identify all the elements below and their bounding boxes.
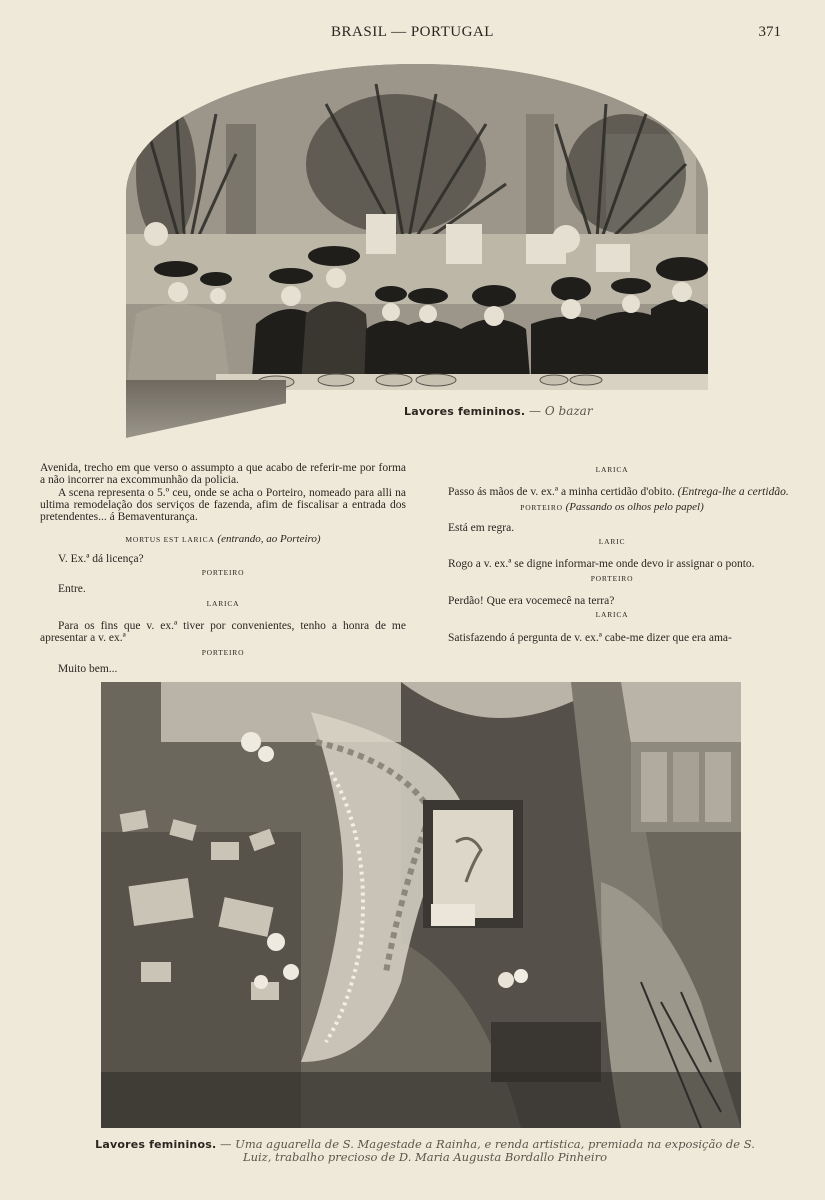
- dialogue-line: [430, 486, 794, 498]
- dialogue-line: Para os fins que v. ex.ª tiver por convenientes, tenho a honra de me apresentar a v. ex.ª: [40, 619, 406, 645]
- stage-direction: (Passando os olhos pelo papel): [565, 500, 704, 513]
- speaker-with-direction: [430, 501, 794, 514]
- dialogue-line: Satisfazendo á pergunta de v. ex.ª cabe-me dizer que era ama-: [448, 631, 732, 644]
- paragraph: A scena representa o 5.º ceu, onde se acha o Porteiro, nomeado para alli na ultima remodelação dos serviços de fazenda, afim de fiscalisar a entrada dos pretendentes... á Bemaventurança.: [40, 486, 406, 524]
- speaker-name: PORTEIRO: [201, 568, 245, 578]
- dialogue-text: Passo ás mãos de v. ex.ª a minha certidão d'obito.: [448, 486, 675, 499]
- photo-corner-shadow: [126, 380, 286, 438]
- figure2-caption-title: Lavores femininos.: [95, 1138, 217, 1151]
- scene-title-caps: MORTUS EST LARICA: [125, 535, 215, 545]
- dialogue-line: Perdão! Que era vocemecê na terra?: [448, 595, 615, 608]
- figure1-caption-title: Lavores femininos.: [404, 405, 526, 418]
- running-title: BRASIL — PORTUGAL: [331, 24, 494, 40]
- speaker-name: PORTEIRO: [590, 573, 634, 583]
- figure1-caption: [404, 404, 593, 418]
- dialogue-line: Rogo a v. ex.ª se digne informar-me onde devo ir assignar o ponto.: [448, 558, 755, 571]
- lace-and-watercolour-photograph: [101, 682, 741, 1128]
- dialogue-line: Está em regra.: [448, 521, 515, 534]
- scene-title: [40, 533, 406, 546]
- speaker-name: PORTEIRO: [520, 502, 563, 512]
- stage-direction: (Entrega-lhe a certidão.: [677, 486, 789, 499]
- bazar-group-photograph: [126, 64, 708, 390]
- speaker-name: LARIC: [598, 537, 626, 547]
- dialogue-line: V. Ex.ª dá licença?: [58, 552, 144, 565]
- right-text-column: [430, 462, 794, 644]
- left-text-column: [40, 462, 406, 675]
- speaker-name: LARICA: [595, 465, 629, 474]
- dialogue-line: Entre.: [58, 583, 86, 596]
- speaker-name: LARICA: [206, 598, 240, 608]
- speaker-name: PORTEIRO: [201, 647, 245, 657]
- dialogue-line: Muito bem...: [58, 662, 118, 675]
- figure2-caption: [95, 1138, 755, 1164]
- figure2-caption-text: — Uma aguarella de S. Magestade a Rainha, e renda artistica, premiada na exposição de S. Luiz, trabalho precioso de D. Maria Augusta Bordallo Pinheiro: [220, 1137, 755, 1164]
- page-number: 371: [758, 24, 781, 40]
- figure1-caption-text: — O bazar: [529, 404, 593, 418]
- speaker-name: LARICA: [595, 610, 629, 620]
- stage-direction: (entrando, ao Porteiro): [217, 533, 321, 546]
- paragraph: Avenida, trecho em que verso o assumpto a que acabo de referir-me por forma a não incorrer na excommunhão da policia.: [40, 462, 406, 487]
